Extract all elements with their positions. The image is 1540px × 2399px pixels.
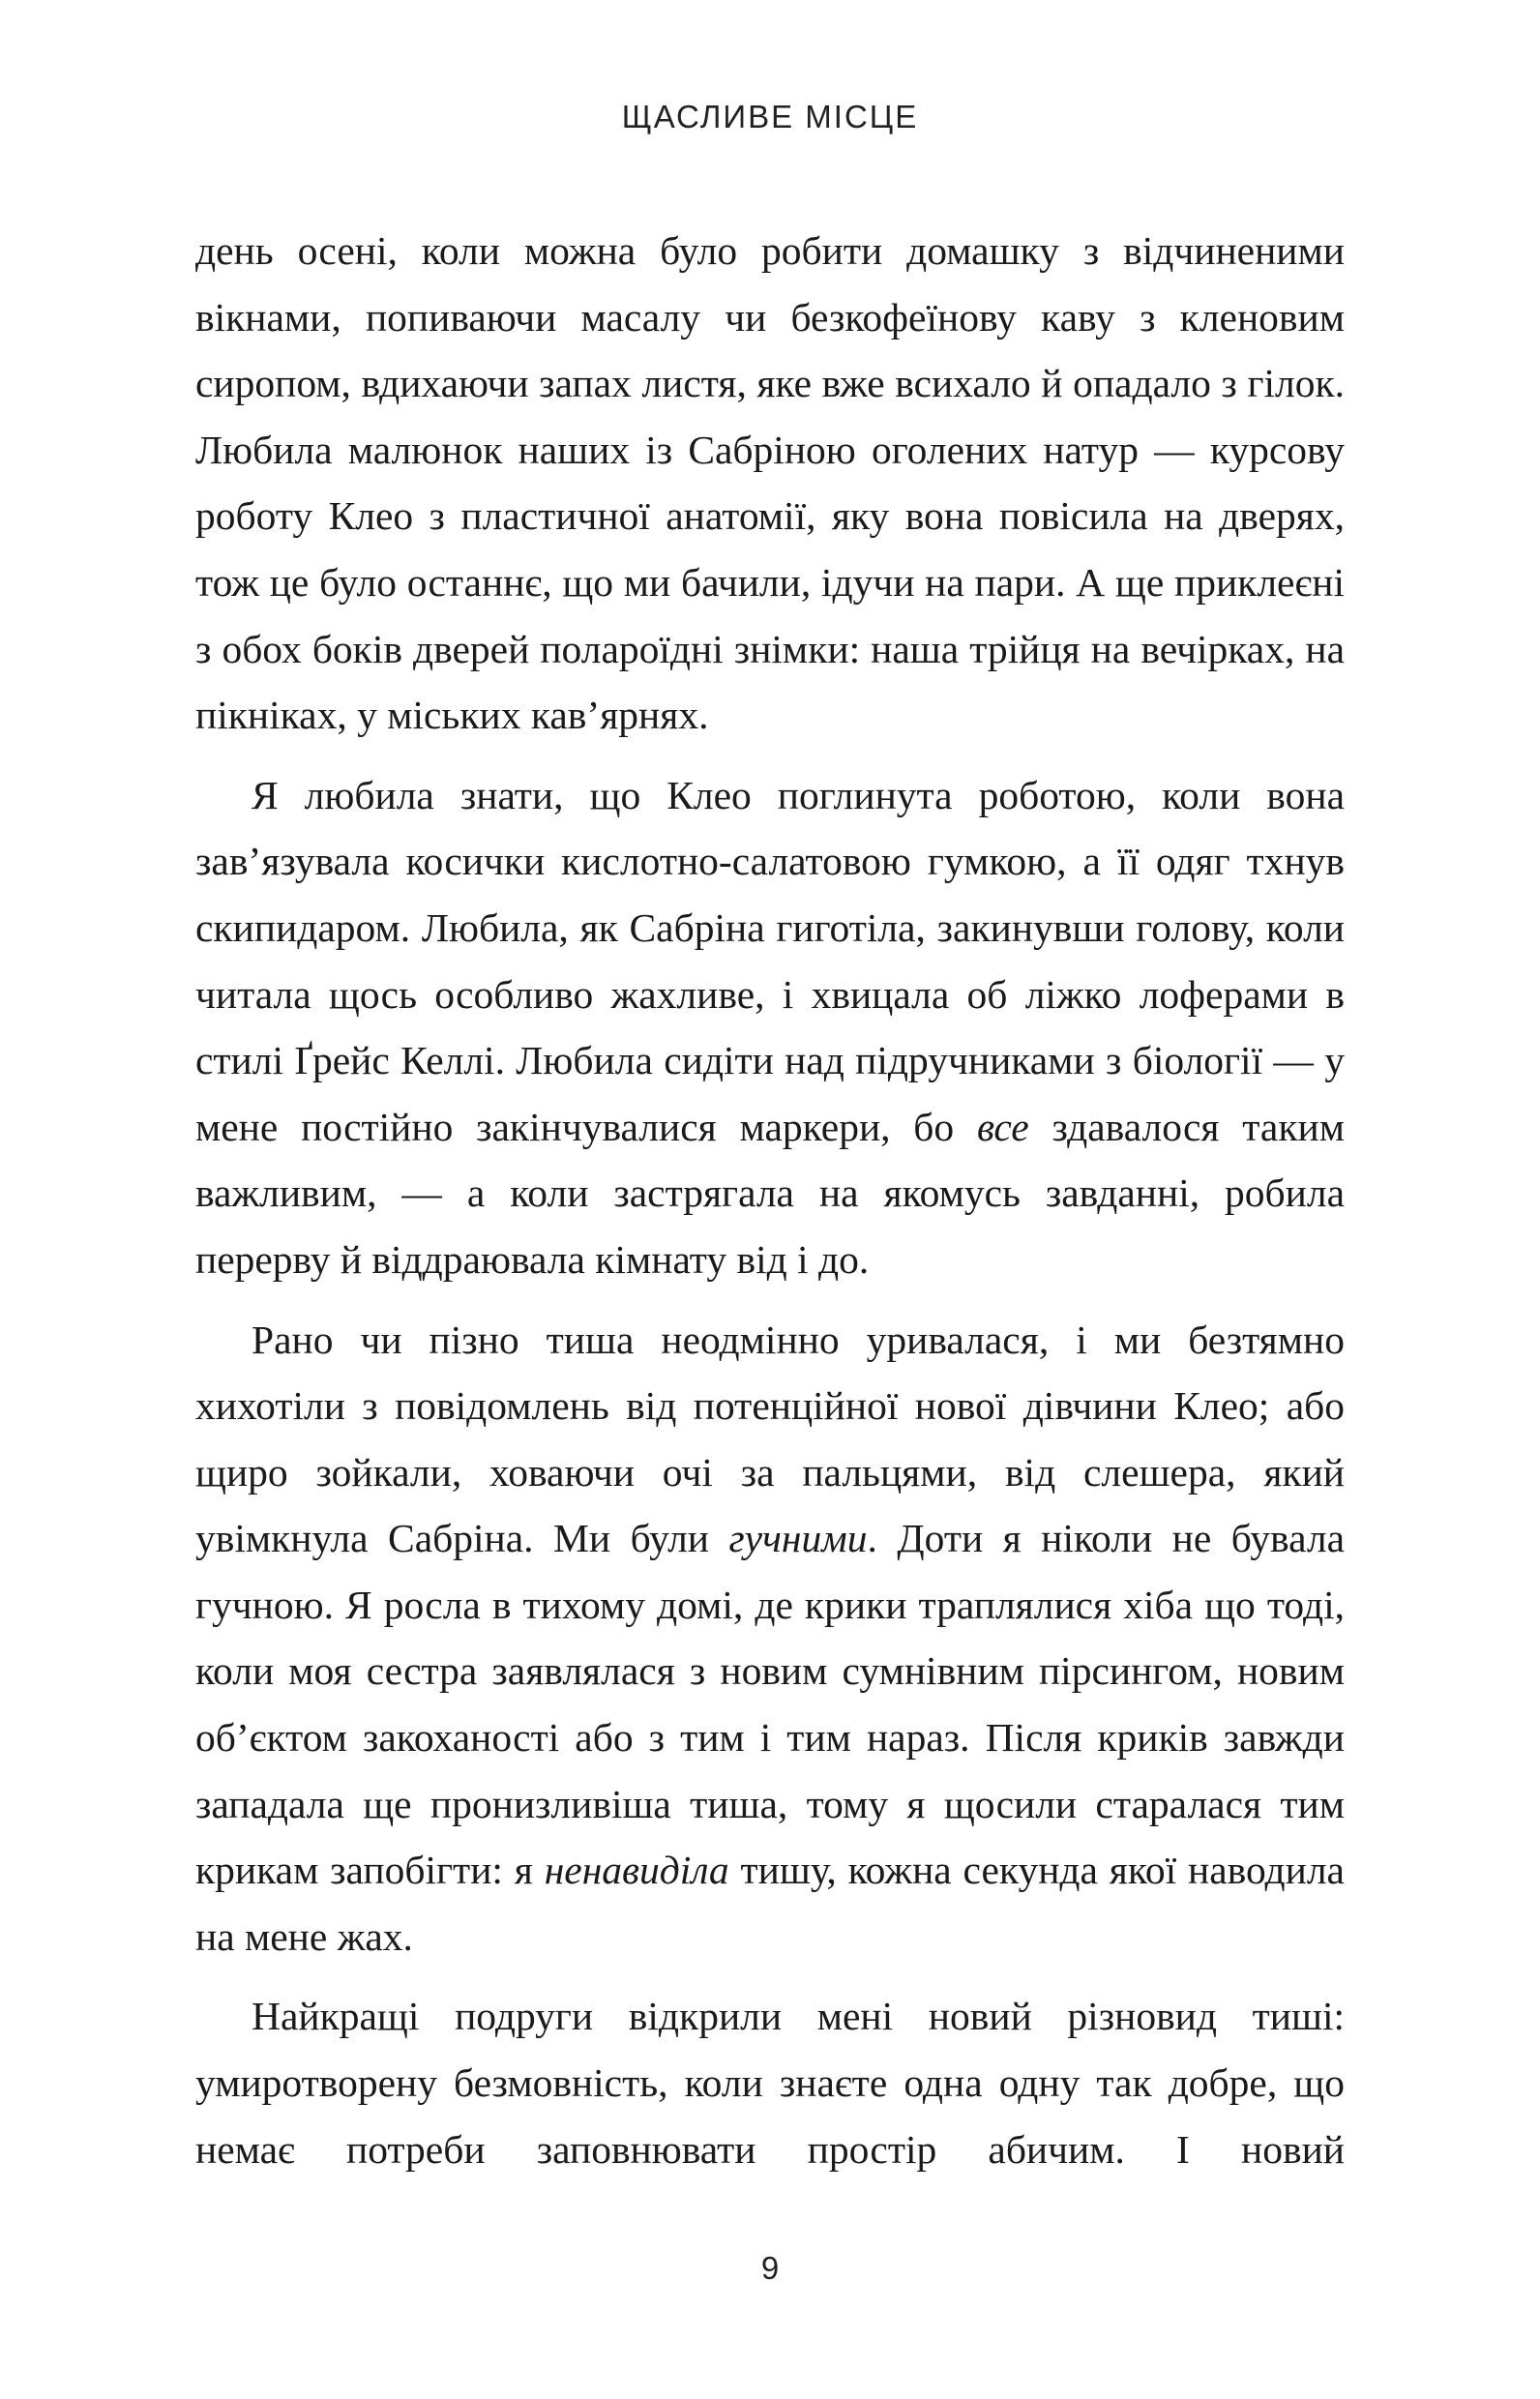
paragraph-2-text-b: здавалося таким важливим, — а коли застрягала на якомусь завданні, робила перерву й віддраювала кімнату від і до. (195, 1104, 1345, 1282)
paragraph-3-emphasis-1: гучними (728, 1516, 868, 1561)
running-head-title: ЩАСЛИВЕ МІСЦЕ (621, 99, 919, 134)
paragraph-2 (195, 762, 1345, 1293)
paragraph-3-text-b: . Доти я ніколи не бувала гучною. Я росла в тихому домі, де крики траплялися хіба що тоді, коли моя сестра заявлялася з новим сумнівним пірсингом, новим об’єктом закоханості або з тим і тим нараз. Після криків завжди западала ще пронизливіша тиша, тому я щосили старалася тим крикам запобігти: я (195, 1516, 1345, 1893)
paragraph-1 (195, 218, 1345, 749)
paragraph-3-emphasis-2: ненавиділа (544, 1848, 729, 1893)
paragraph-3-text-c: тишу, кожна секунда якої наводила на мене жах. (195, 1848, 1345, 1959)
page-number: 9 (760, 2250, 780, 2286)
paragraph-1-text: день осені, коли можна було робити домашку з відчиненими вікнами, попиваючи масалу чи безкофеїнову каву з кленовим сиропом, вдихаючи запах листя, яке вже всихало й опадало з гілок. Любила малюнок наших із Сабріною оголених натур — курсову роботу Клео з пластичної анатомії, яку вона повісила на дверях, тож це було останнє, що ми бачили, ідучи на пари. А ще приклеєні з обох боків дверей полароїдні знімки: наша трійця на вечірках, на пікніках, у міських кав’ярнях. (195, 228, 1345, 738)
paragraph-4 (195, 1983, 1345, 2182)
paragraph-3 (195, 1307, 1345, 1970)
paragraph-2-emphasis: все (976, 1104, 1029, 1149)
paragraph-2-text-a: Я любила знати, що Клео поглинута роботою, коли вона зав’язувала косички кислотно-салатовою гумкою, а її одяг тхнув скипидаром. Любила, як Сабріна гиготіла, закинувши голову, коли читала щось особливо жахливе, і хвицала об ліжко лоферами в стилі Ґрейс Келлі. Любила сидіти над підручниками з біології — у мене постійно закінчувалися маркери, бо (195, 772, 1345, 1149)
body-text (195, 218, 1345, 2182)
paragraph-4-text: Найкращі подруги відкрили мені новий різновид тиші: умиротворену безмовність, коли знаєте одна одну так добре, що немає потреби заповнювати простір абичим. І новий (195, 1994, 1345, 2172)
paragraph-3-text-a: Рано чи пізно тиша неодмінно уривалася, і ми безтямно хихотіли з повідомлень від потенційної нової дівчини Клео; або щиро зойкали, ховаючи очі за пальцями, від слешера, який увімкнула Сабріна. Ми були (195, 1317, 1345, 1561)
